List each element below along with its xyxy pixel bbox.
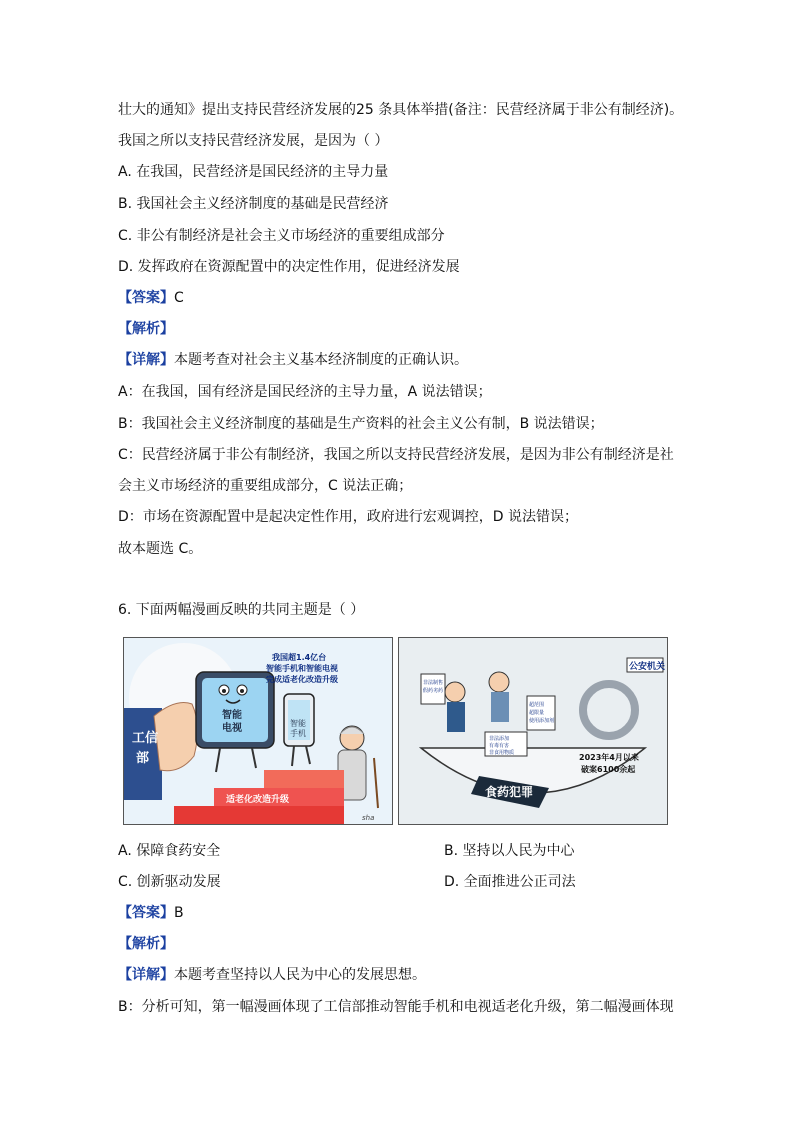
q6-analysis-label: 【解析】: [118, 936, 174, 952]
artist-signature: sha: [362, 814, 375, 822]
analysis-label: 【解析】: [118, 321, 174, 337]
q5-option-a: A. 在我国，民营经济是国民经济的主导力量: [118, 164, 389, 180]
q5-explanation-d: D：市场在资源配置中是起决定性作用，政府进行宏观调控，D 说法错误；: [118, 509, 579, 525]
q5-explanation-a: A：在我国，国有经济是国民经济的主导力量，A 说法错误；: [118, 384, 492, 400]
comic-aging-friendly-drawing: [124, 638, 392, 824]
police-label: 公安机关: [629, 662, 666, 672]
sleeve-label-1: 工信: [132, 731, 159, 746]
q6-stem: 6. 下面两幅漫画反映的共同主题是（ ）: [118, 602, 365, 618]
box2-line1: 超范围: [529, 702, 545, 708]
box3-line2: 有毒有害: [489, 743, 510, 749]
stairs-label: 适老化改造升级: [226, 795, 290, 805]
tv-label-1: 智能: [222, 710, 242, 721]
q5-conclusion: 故本题选 C。: [118, 541, 203, 557]
q6-detail: [118, 965, 426, 985]
q6-answer: [118, 903, 184, 923]
q6-answer-value: B: [174, 905, 184, 921]
comic-food-drug-crime: [398, 637, 668, 825]
box1-line2: 假药劣药: [423, 688, 444, 694]
q6-option-d: D. 全面推进公正司法: [444, 874, 576, 890]
q6-option-a: A. 保障食药安全: [118, 843, 221, 859]
comic-aging-friendly: [123, 637, 393, 825]
comic-food-drug-crime-drawing: [399, 638, 667, 824]
q6-option-b: B. 坚持以人民为中心: [444, 843, 575, 859]
q6-answer-label: 【答案】: [118, 905, 174, 921]
phone-label-1: 智能: [290, 719, 306, 728]
suspect-1-icon: [445, 682, 465, 702]
box3-line3: 非食用物质: [489, 750, 515, 756]
q6-detail-intro: 本题考查坚持以人民为中心的发展思想。: [174, 967, 426, 983]
q6-option-c: C. 创新驱动发展: [118, 874, 221, 890]
q5-answer: [118, 288, 184, 308]
q6-analysis: [118, 934, 174, 954]
box1-line1: 非法制售: [423, 680, 444, 686]
box2-line2: 超限量: [529, 710, 545, 716]
q5-explanation-b: B：我国社会主义经济制度的基础是生产资料的社会主义公有制，B 说法错误；: [118, 416, 604, 432]
q5-stem-line1: 壮大的通知》提出支持民营经济发展的25 条具体举措(备注：民营经济属于非公有制经济)。: [118, 102, 684, 118]
box3-line1: 非法添加: [489, 736, 510, 742]
stairs-step-3: [264, 770, 344, 788]
stat-line1: 2023年4月以来: [579, 753, 639, 762]
caption-line3: 完成适老化改造升级: [266, 675, 338, 684]
q6-explanation-start: B：分析可知，第一幅漫画体现了工信部推动智能手机和电视适老化升级，第二幅漫画体现: [118, 999, 674, 1015]
box2-line3: 使用添加剂: [529, 718, 555, 724]
stat-line2: 破案6100余起: [581, 765, 636, 774]
q5-analysis: [118, 319, 174, 339]
detail-label: 【详解】: [118, 352, 174, 368]
bowl-label: 食药犯罪: [485, 785, 534, 799]
q5-detail: [118, 350, 468, 370]
suspect-2-icon: [489, 672, 509, 692]
detail-intro: 本题考查对社会主义基本经济制度的正确认识。: [174, 352, 468, 368]
caption-line1: 我国超1.4亿台: [272, 653, 327, 662]
answer-label: 【答案】: [118, 290, 174, 306]
q6-detail-label: 【详解】: [118, 967, 174, 983]
q5-explanation-c1: C：民营经济属于非公有制经济，我国之所以支持民营经济发展，是因为非公有制经济是社: [118, 447, 674, 463]
stairs-step-1: [174, 806, 344, 824]
q5-option-b: B. 我国社会主义经济制度的基础是民营经济: [118, 196, 389, 212]
tv-label-2: 电视: [222, 723, 242, 734]
q5-stem-line2: 我国之所以支持民营经济发展，是因为（ ）: [118, 133, 389, 149]
caption-line2: 智能手机和智能电视: [266, 664, 338, 673]
q5-option-d: D. 发挥政府在资源配置中的决定性作用，促进经济发展: [118, 259, 460, 275]
sleeve-label-2: 部: [136, 751, 150, 766]
q5-option-c: C. 非公有制经济是社会主义市场经济的重要组成部分: [118, 228, 445, 244]
answer-value: C: [174, 290, 184, 306]
q5-explanation-c2: 会主义市场经济的重要组成部分，C 说法正确；: [118, 478, 413, 494]
phone-label-2: 手机: [290, 729, 306, 738]
